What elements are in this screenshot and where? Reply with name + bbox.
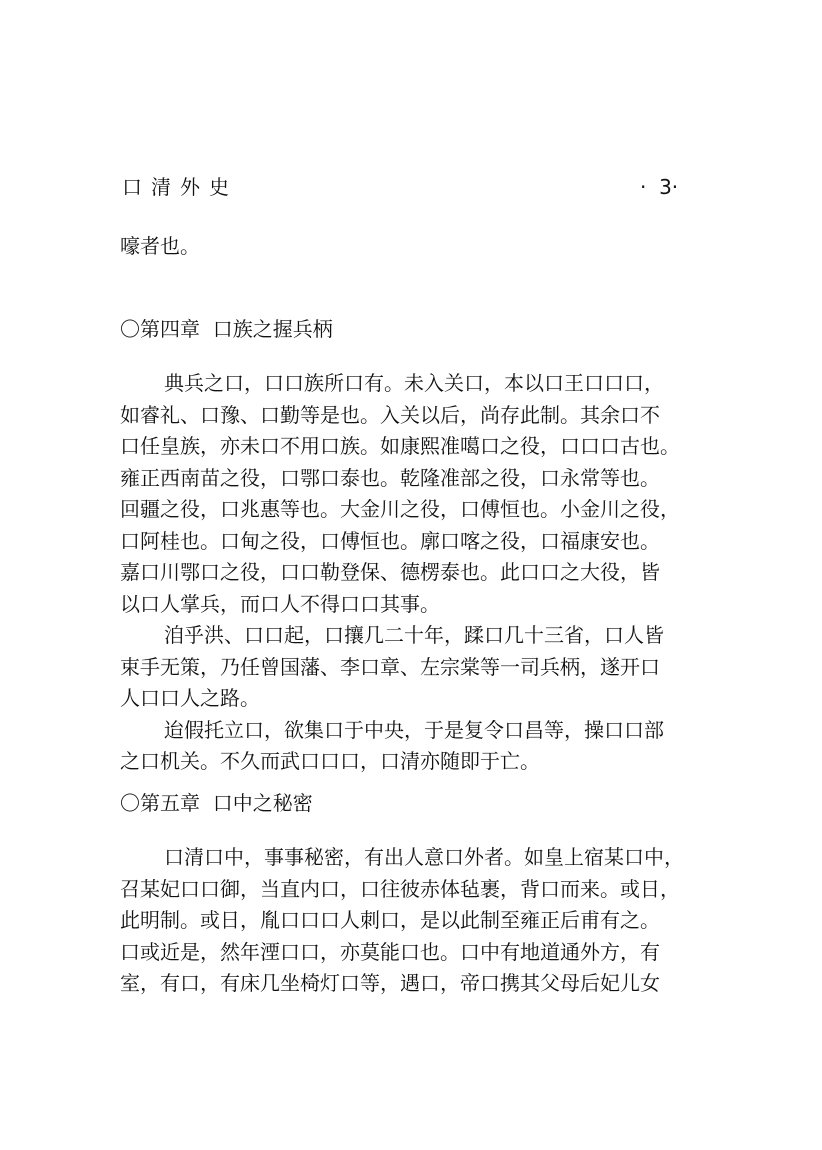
- text-line: 人口口人之路。: [120, 686, 260, 710]
- text-line: 嘉口川鄂口之役，口口勒登保、德楞泰也。此口口之大役，皆: [120, 560, 660, 584]
- text-line: 此明制。或日，胤口口口人刺口，是以此制至雍正后甫有之。: [120, 908, 660, 932]
- text-line: 束手无策，乃任曾国藩、李口章、左宗棠等一司兵柄，遂开口: [120, 654, 660, 679]
- text-line: 召某妃口口御，当直内口，口往彼赤体毡裹，背口而来。或日，: [120, 876, 680, 901]
- text-line: 口任皇族，亦未口不用口族。如康熙准噶口之役，口口口古也。: [120, 434, 680, 458]
- chapter-4-body: [120, 368, 700, 778]
- continuation-paragraph: [120, 231, 700, 263]
- chapter-5-title: 〇第五章 口中之秘密: [120, 791, 313, 815]
- running-title: 口清外史: [122, 175, 238, 199]
- text-line: 嚎者也。: [120, 234, 200, 258]
- text-line: 典兵之口，口口族所口有。未入关口，本以口王口口口，: [164, 371, 664, 395]
- text-line: 迨假托立口，欲集口于中央，于是复令口昌等，操口口部: [164, 717, 664, 742]
- page-number: · 3·: [640, 175, 679, 199]
- text-line: 室，有口，有床几坐椅灯口等，遇口，帝口携其父母后妃儿女: [120, 971, 660, 995]
- text-line: 口或近是，然年湮口口，亦莫能口也。口中有地道通外方，有: [120, 939, 660, 964]
- chapter-4-title: 〇第四章 口族之握兵柄: [120, 317, 333, 341]
- text-line: 如睿礼、口豫、口勤等是也。入关以后，尚存此制。其余口不: [120, 402, 660, 427]
- text-line: 之口机关。不久而武口口口，口清亦随即于亡。: [120, 749, 540, 773]
- text-line: 以口人掌兵，而口人不得口口其事。: [120, 591, 440, 616]
- text-line: 口阿桂也。口甸之役，口傅恒也。廓口喀之役，口福康安也。: [120, 528, 660, 553]
- text-line: 雍正西南苗之役，口鄂口泰也。乾隆准部之役，口永常等也。: [120, 465, 660, 490]
- chapter-5-body: [120, 842, 700, 1000]
- text-line: 回疆之役，口兆惠等也。大金川之役，口傅恒也。小金川之役，: [120, 497, 680, 521]
- text-line: 口清口中，事事秘密，有出人意口外者。如皇上宿某口中，: [164, 845, 684, 869]
- text-line: 洎乎洪、口口起，口攘几二十年，蹂口几十三省，口人皆: [164, 623, 664, 647]
